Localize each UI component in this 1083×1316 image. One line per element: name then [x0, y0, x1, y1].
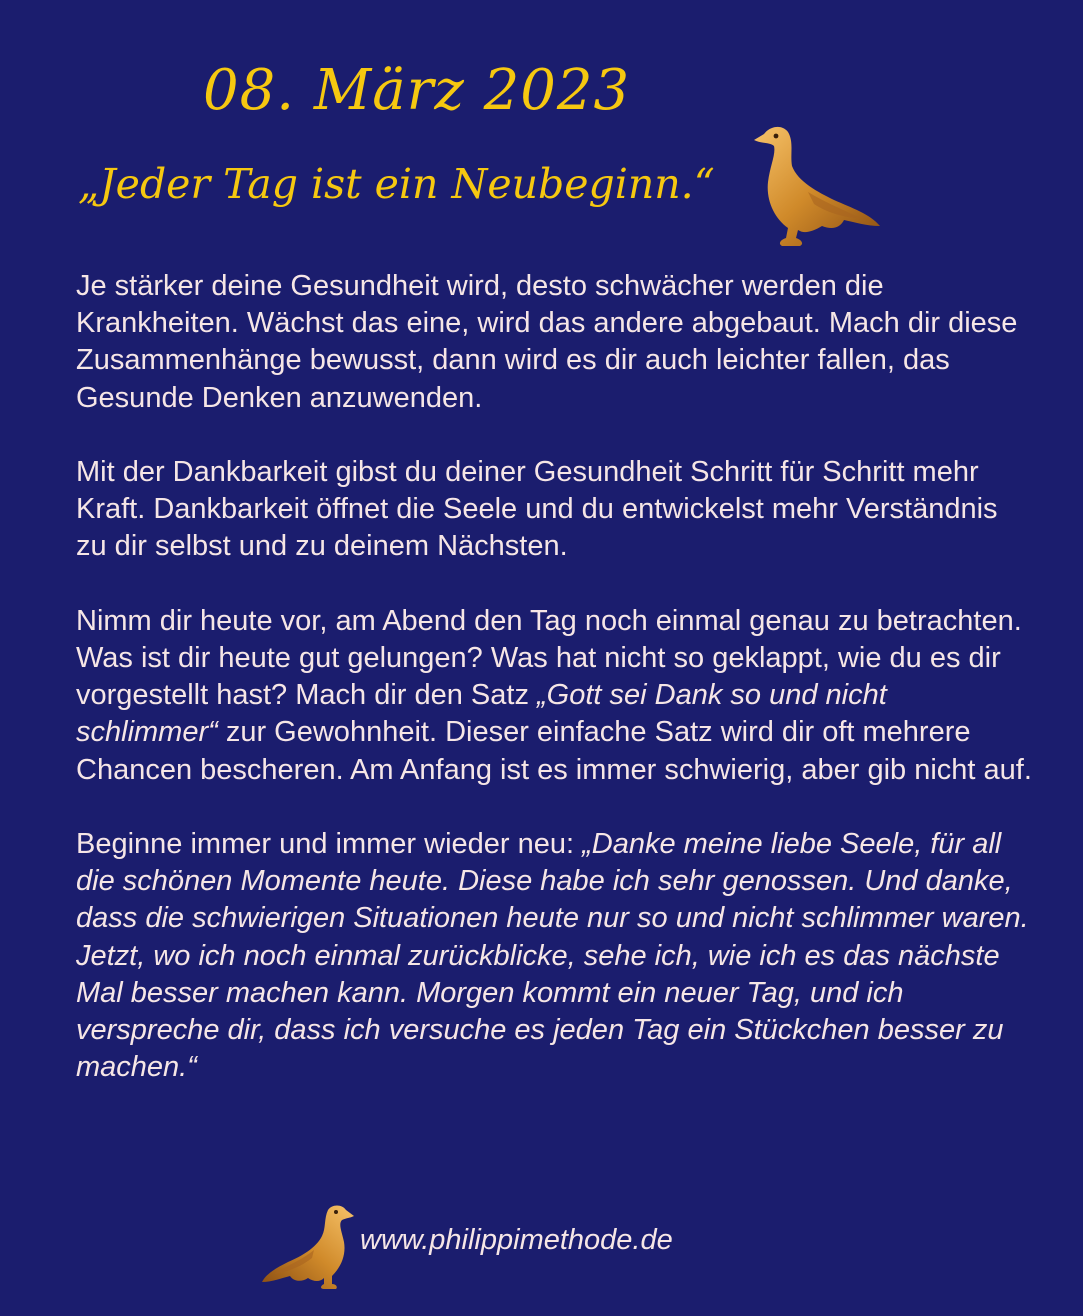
- paragraph-2: Mit der Dankbarkeit gibst du deiner Gesundheit Schritt für Schritt mehr Kraft. Dankbarkeit öffnet die Seele und du entwickelst mehr Verständnis zu dir selbst und zu deinem Nächsten.: [76, 456, 998, 563]
- golden-dove-icon: [748, 122, 882, 248]
- paragraph-3-text-after: zur Gewohnheit. Dieser einfache Satz wird dir oft mehrere Chancen bescheren. Am Anfang ist es immer schwierig, aber gib nicht auf.: [76, 716, 1032, 786]
- body-text: [76, 268, 1036, 1124]
- paragraph-3-quote: „Gott sei Dank so und nicht schlimmer“: [76, 679, 887, 749]
- motto-heading: „Jeder Tag ist ein Neubeginn.“: [78, 160, 715, 208]
- paragraph-4: [76, 826, 1036, 1086]
- paragraph-4-text-before: Beginne immer und immer wieder neu:: [76, 828, 583, 860]
- paragraph-1: Je stärker deine Gesundheit wird, desto schwächer werden die Krankheiten. Wächst das eine, wird das andere abgebaut. Mach dir diese Zusammenhänge bewusst, dann wird es dir auch leichter fallen, das Gesunde Denken anzuwenden.: [76, 270, 1018, 414]
- website-url: www.philippimethode.de: [360, 1224, 673, 1256]
- paragraph-3-text-before: Nimm dir heute vor, am Abend den Tag noch einmal genau zu betrachten. Was ist dir heute gut gelungen? Was hat nicht so geklappt, wie du es dir vorgestellt hast? Mach dir den Satz: [76, 604, 1022, 712]
- paragraph-4-quote: „Danke meine liebe Seele, für all die schönen Momente heute. Diese habe ich sehr genossen. Und danke, dass die schwierigen Situationen heute nur so und nicht schlimmer waren. Jetzt, wo ich noch einmal zurückblicke, sehe ich, wie ich es das nächste Mal besser machen kann. Morgen kommt ein neuer Tag, und ich verspreche dir, dass ich versuche es jeden Tag ein Stückchen besser zu machen.“: [76, 828, 1029, 1084]
- page-date: 08. März 2023: [203, 58, 631, 123]
- golden-dove-icon: [262, 1204, 358, 1290]
- paragraph-3: [76, 603, 1036, 789]
